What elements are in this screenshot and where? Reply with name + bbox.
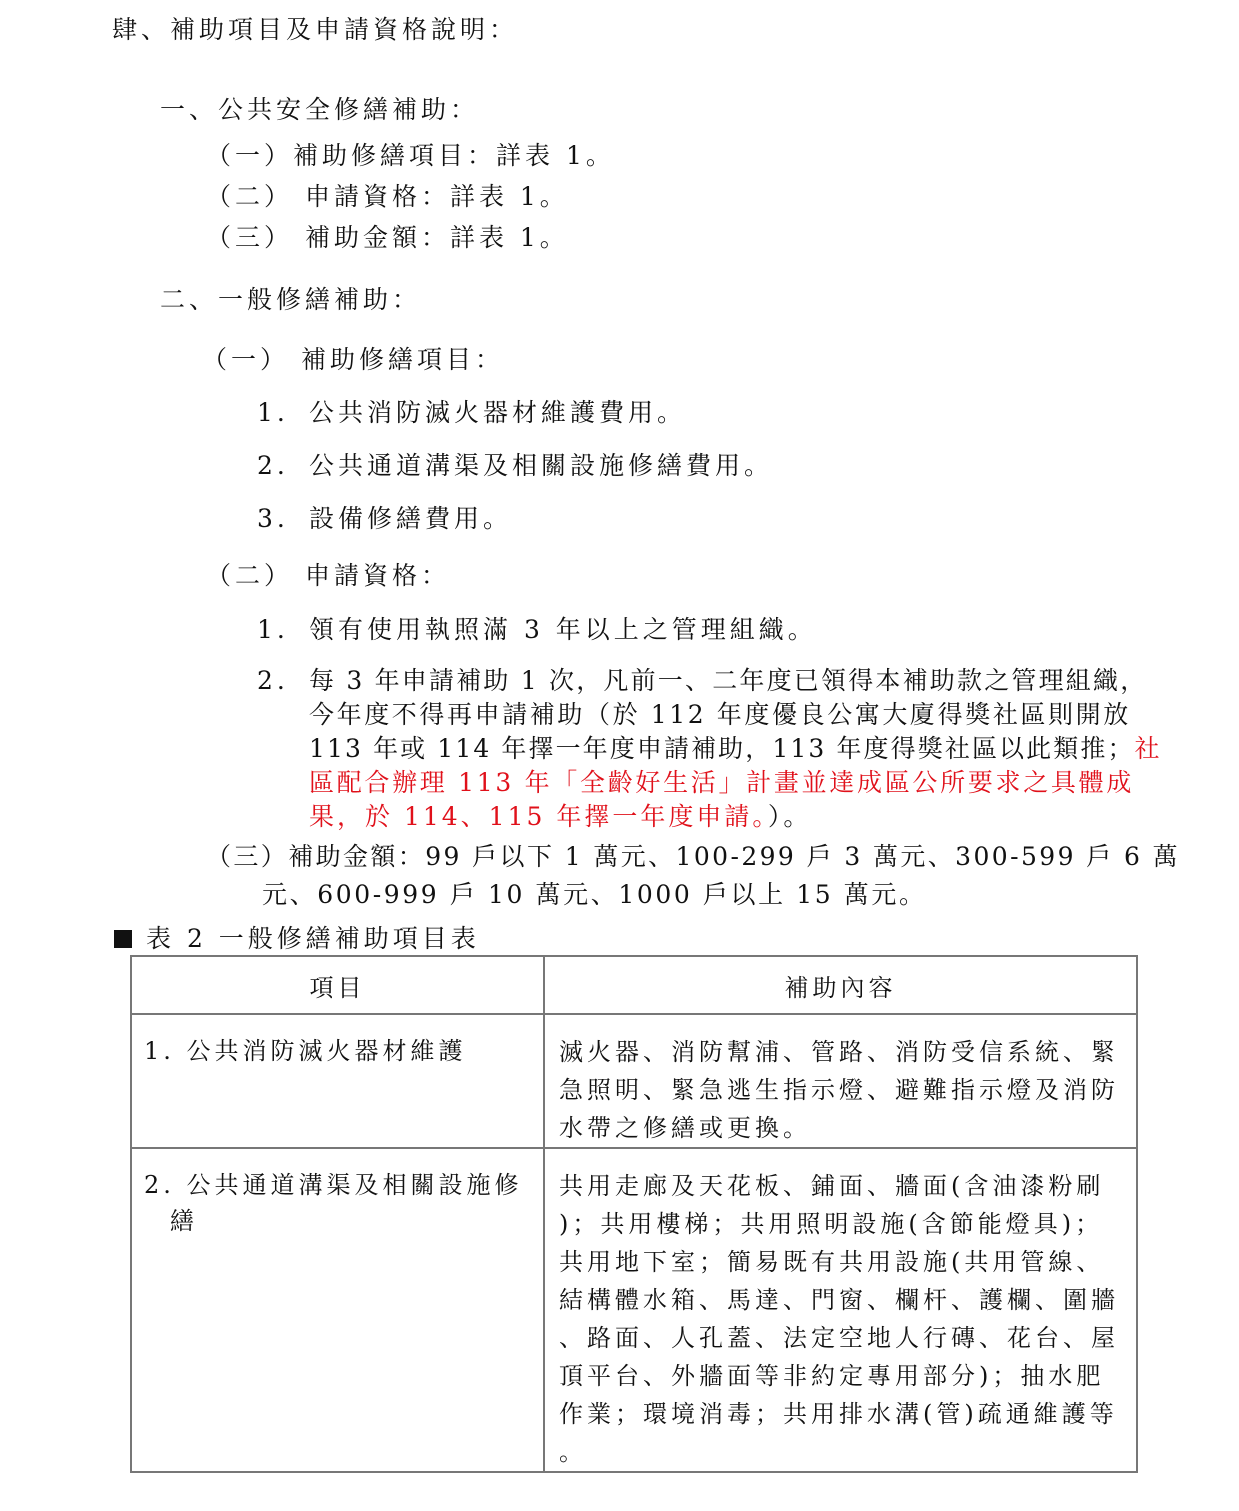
list-number: 1. [257,398,289,427]
highlight-text: 區配合辦理 113 年「全齡好生活」計畫並達成區公所要求之具體成 [309,768,1135,797]
content-line: 滅火器、消防幫浦、管路、消防受信系統、緊 [559,1038,1119,1066]
list-item: （三） 補助金額：詳表 1。 [206,223,569,252]
list-number: 1. [257,615,289,644]
subsubsection-title: （一） 補助修繕項目： [202,345,504,374]
content-line: 共用走廊及天花板、鋪面、牆面(含油漆粉刷 [559,1172,1105,1200]
paragraph-line [309,732,1162,766]
column-header: 補助內容 [544,956,1137,1014]
column-header: 項目 [131,956,544,1014]
content-line: 急照明、緊急逃生指示燈、避難指示燈及消防 [559,1076,1119,1104]
table-caption-text: 表 2 一般修繕補助項目表 [146,924,480,953]
item-name-continued: 繕 [170,1207,198,1235]
paragraph-line: 今年度不得再申請補助（於 112 年度優良公寓大廈得獎社區則開放 [309,700,1131,729]
content-line: 。 [559,1438,587,1466]
table-cell [544,1014,1137,1148]
table-row [131,1148,1137,1472]
table-cell [131,1014,544,1148]
content-line: 頂平台、外牆面等非約定專用部分)；抽水肥 [559,1362,1105,1390]
content-line: 結構體水箱、馬達、門窗、欄杆、護欄、圍牆 [559,1286,1119,1314]
table-header-row [131,956,1137,1014]
list-number: 2. [257,666,289,695]
highlight-text: 社 [1134,734,1162,763]
paragraph-line: （三）補助金額：99 戶以下 1 萬元、100-299 戶 3 萬元、300-599 戶 6 萬 [206,842,1181,871]
section-heading: 肆、補助項目及申請資格說明： [112,15,519,44]
list-number: 3. [257,504,289,533]
content-line: )；共用樓梯；共用照明設施(含節能燈具)； [559,1210,1104,1238]
paragraph-text: 113 年或 114 年擇一年度申請補助，113 年度得獎社區以此類推； [309,734,1135,763]
content-line: 作業；環境消毒；共用排水溝(管)疏通維護等 [559,1400,1118,1428]
black-square-bullet-icon [114,930,132,948]
list-item: （一）補助修繕項目：詳表 1。 [206,141,615,170]
list-item: 領有使用執照滿 3 年以上之管理組織。 [309,615,817,644]
highlight-text: 果，於 114、115 年擇一年度申請。 [309,802,768,831]
paragraph-text: ）。 [767,802,812,831]
list-item: 公共消防滅火器材維護費用。 [309,398,687,427]
paragraph-line: 每 3 年申請補助 1 次，凡前一、二年度已領得本補助款之管理組織， [309,666,1148,695]
subsubsection-title: （二） 申請資格： [206,561,450,590]
subsidy-items-table [130,955,1138,1473]
list-item: 公共通道溝渠及相關設施修繕費用。 [309,451,774,480]
item-name: 2. 公共通道溝渠及相關設施修 [144,1171,523,1199]
table-cell [131,1148,544,1472]
content-line: 、路面、人孔蓋、法定空地人行磚、花台、屋 [559,1324,1119,1352]
paragraph-line [309,800,811,834]
item-name: 1. 公共消防滅火器材維護 [144,1037,467,1065]
list-item: 設備修繕費用。 [309,504,513,533]
list-item: （二） 申請資格：詳表 1。 [206,182,569,211]
table-row [131,1014,1137,1148]
content-line: 水帶之修繕或更換。 [559,1114,811,1142]
subsection-title-general-repair: 二、一般修繕補助： [160,285,422,314]
list-number: 2. [257,451,289,480]
table-caption [114,922,480,956]
paragraph-line: 元、600-999 戶 10 萬元、1000 戶以上 15 萬元。 [262,880,927,909]
table-cell [544,1148,1137,1472]
content-line: 共用地下室；簡易既有共用設施(共用管線、 [559,1248,1105,1276]
subsection-title-public-safety: 一、公共安全修繕補助： [160,95,480,124]
